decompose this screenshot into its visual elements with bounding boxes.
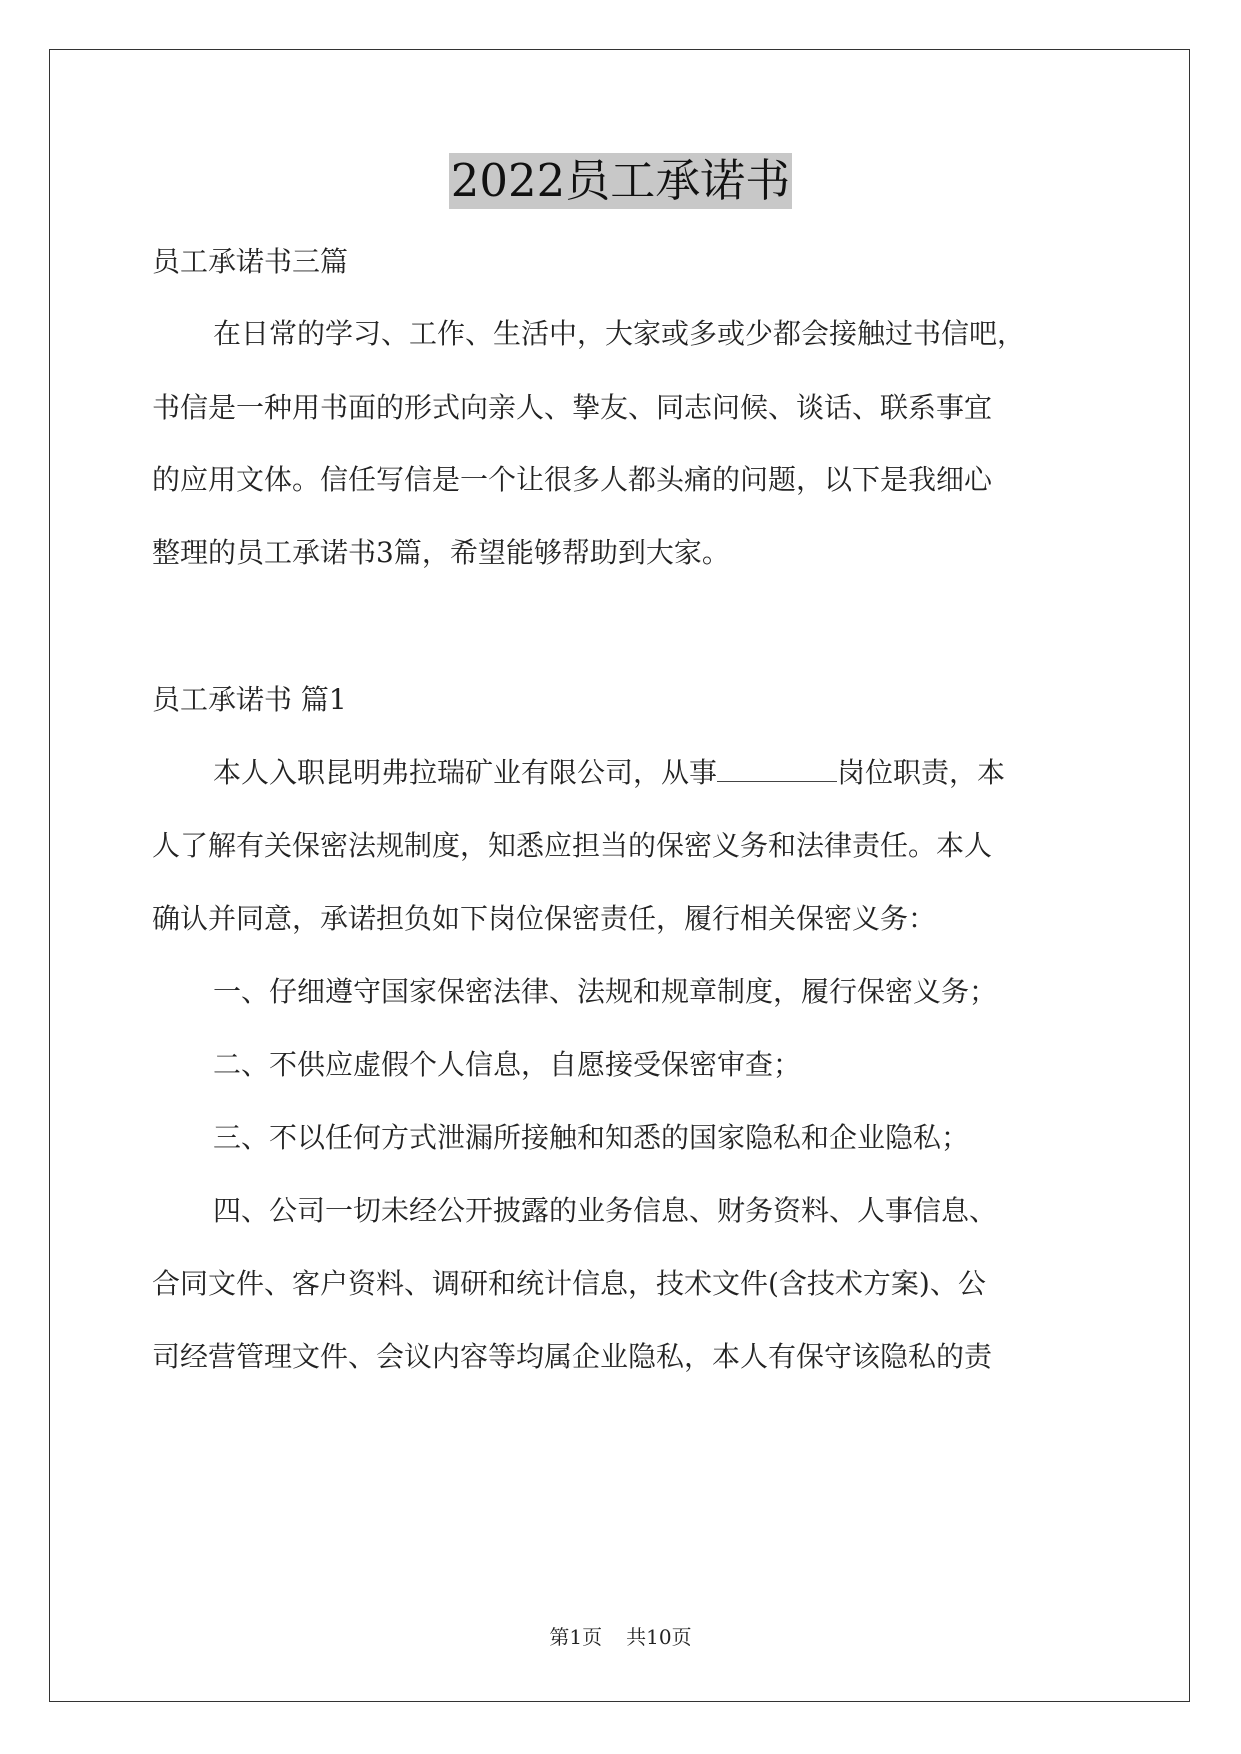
paragraph-line: 整理的员工承诺书3篇，希望能够帮助到大家。: [152, 536, 730, 569]
page-border: [49, 49, 1190, 1702]
section-heading: 员工承诺书 篇1: [152, 683, 347, 716]
fill-in-blank: [717, 755, 837, 782]
paragraph-line: 司经营管理文件、会议内容等均属企业隐私，本人有保守该隐私的责: [152, 1340, 993, 1373]
page-footer: [0, 1623, 1241, 1651]
paragraph-line: 在日常的学习、工作、生活中，大家或多或少都会接触过书信吧，: [213, 317, 1026, 350]
list-item: 四、公司一切未经公开披露的业务信息、财务资料、人事信息、: [213, 1194, 998, 1227]
document-subtitle: 员工承诺书三篇: [152, 245, 349, 278]
list-item: 二、不供应虚假个人信息，自愿接受保密审查；: [213, 1048, 802, 1081]
document-title: 2022员工承诺书: [450, 154, 791, 207]
list-item: 三、不以任何方式泄漏所接触和知悉的国家隐私和企业隐私；: [213, 1121, 970, 1154]
paragraph-line: 确认并同意，承诺担负如下岗位保密责任，履行相关保密义务：: [152, 902, 937, 935]
total-pages: 共10页: [626, 1625, 692, 1649]
line-text-after-blank: 岗位职责，本: [837, 756, 1006, 789]
paragraph-line: 书信是一种用书面的形式向亲人、挚友、同志问候、谈话、联系事宜: [152, 391, 993, 424]
line-text-before-blank: 本人入职昆明弗拉瑞矿业有限公司，从事: [213, 756, 718, 789]
title-container: [0, 153, 1241, 209]
paragraph-line: 合同文件、客户资料、调研和统计信息，技术文件(含技术方案)、公: [152, 1267, 986, 1300]
list-item: 一、仔细遵守国家保密法律、法规和规章制度，履行保密义务；: [213, 975, 998, 1008]
paragraph-line: 人了解有关保密法规制度，知悉应担当的保密义务和法律责任。本人: [152, 829, 993, 862]
page-number: 第1页: [549, 1625, 603, 1649]
paragraph-line: 的应用文体。信任写信是一个让很多人都头痛的问题，以下是我细心: [152, 463, 993, 496]
paragraph-line-with-blank: [213, 753, 1005, 793]
